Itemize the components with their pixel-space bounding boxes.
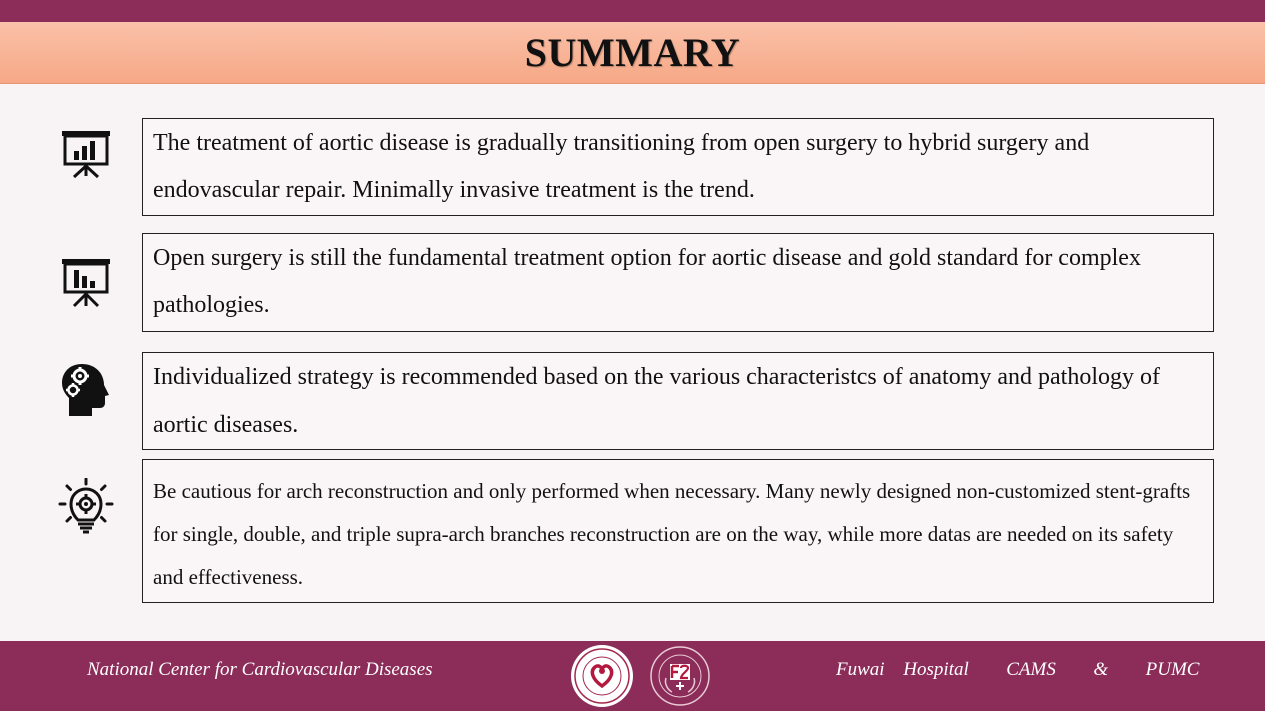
presentation-chart-icon bbox=[58, 254, 114, 310]
head-gears-icon bbox=[58, 362, 114, 418]
title-band bbox=[0, 22, 1265, 84]
summary-point-1 bbox=[142, 118, 1214, 216]
footer-band bbox=[0, 641, 1265, 711]
footer-right-text: Fuwai Hospital CAMS & PUMC bbox=[836, 659, 1200, 680]
national-center-logo bbox=[570, 644, 634, 708]
top-band bbox=[0, 0, 1265, 22]
summary-point-text: Individualized strategy is recommended based on the various characteristcs of anatomy and pathology of aortic diseases. bbox=[153, 364, 1161, 438]
lightbulb-gear-icon bbox=[58, 478, 114, 534]
summary-point-2 bbox=[142, 233, 1214, 332]
footer-left-text: National Center for Cardiovascular Diseases bbox=[87, 659, 433, 680]
summary-point-text: Open surgery is still the fundamental treatment option for aortic disease and gold standard for complex pathologies. bbox=[153, 245, 1141, 318]
summary-point-text: Be cautious for arch reconstruction and only performed when necessary. Many newly designed non-customized stent-grafts for single, double, and triple supra-arch branches reconstruction are on the way, while more datas are needed on its safety and effectiveness. bbox=[153, 479, 1191, 589]
summary-point-3 bbox=[142, 352, 1214, 450]
slide-title: SUMMARY bbox=[524, 30, 741, 75]
presentation-chart-icon bbox=[58, 124, 114, 180]
summary-point-text: The treatment of aortic disease is gradually transitioning from open surgery to hybrid surgery and endovascular repair. Minimally invasive treatment is the trend. bbox=[153, 130, 1090, 203]
fuwai-hospital-logo bbox=[648, 644, 712, 708]
summary-point-4 bbox=[142, 459, 1214, 603]
